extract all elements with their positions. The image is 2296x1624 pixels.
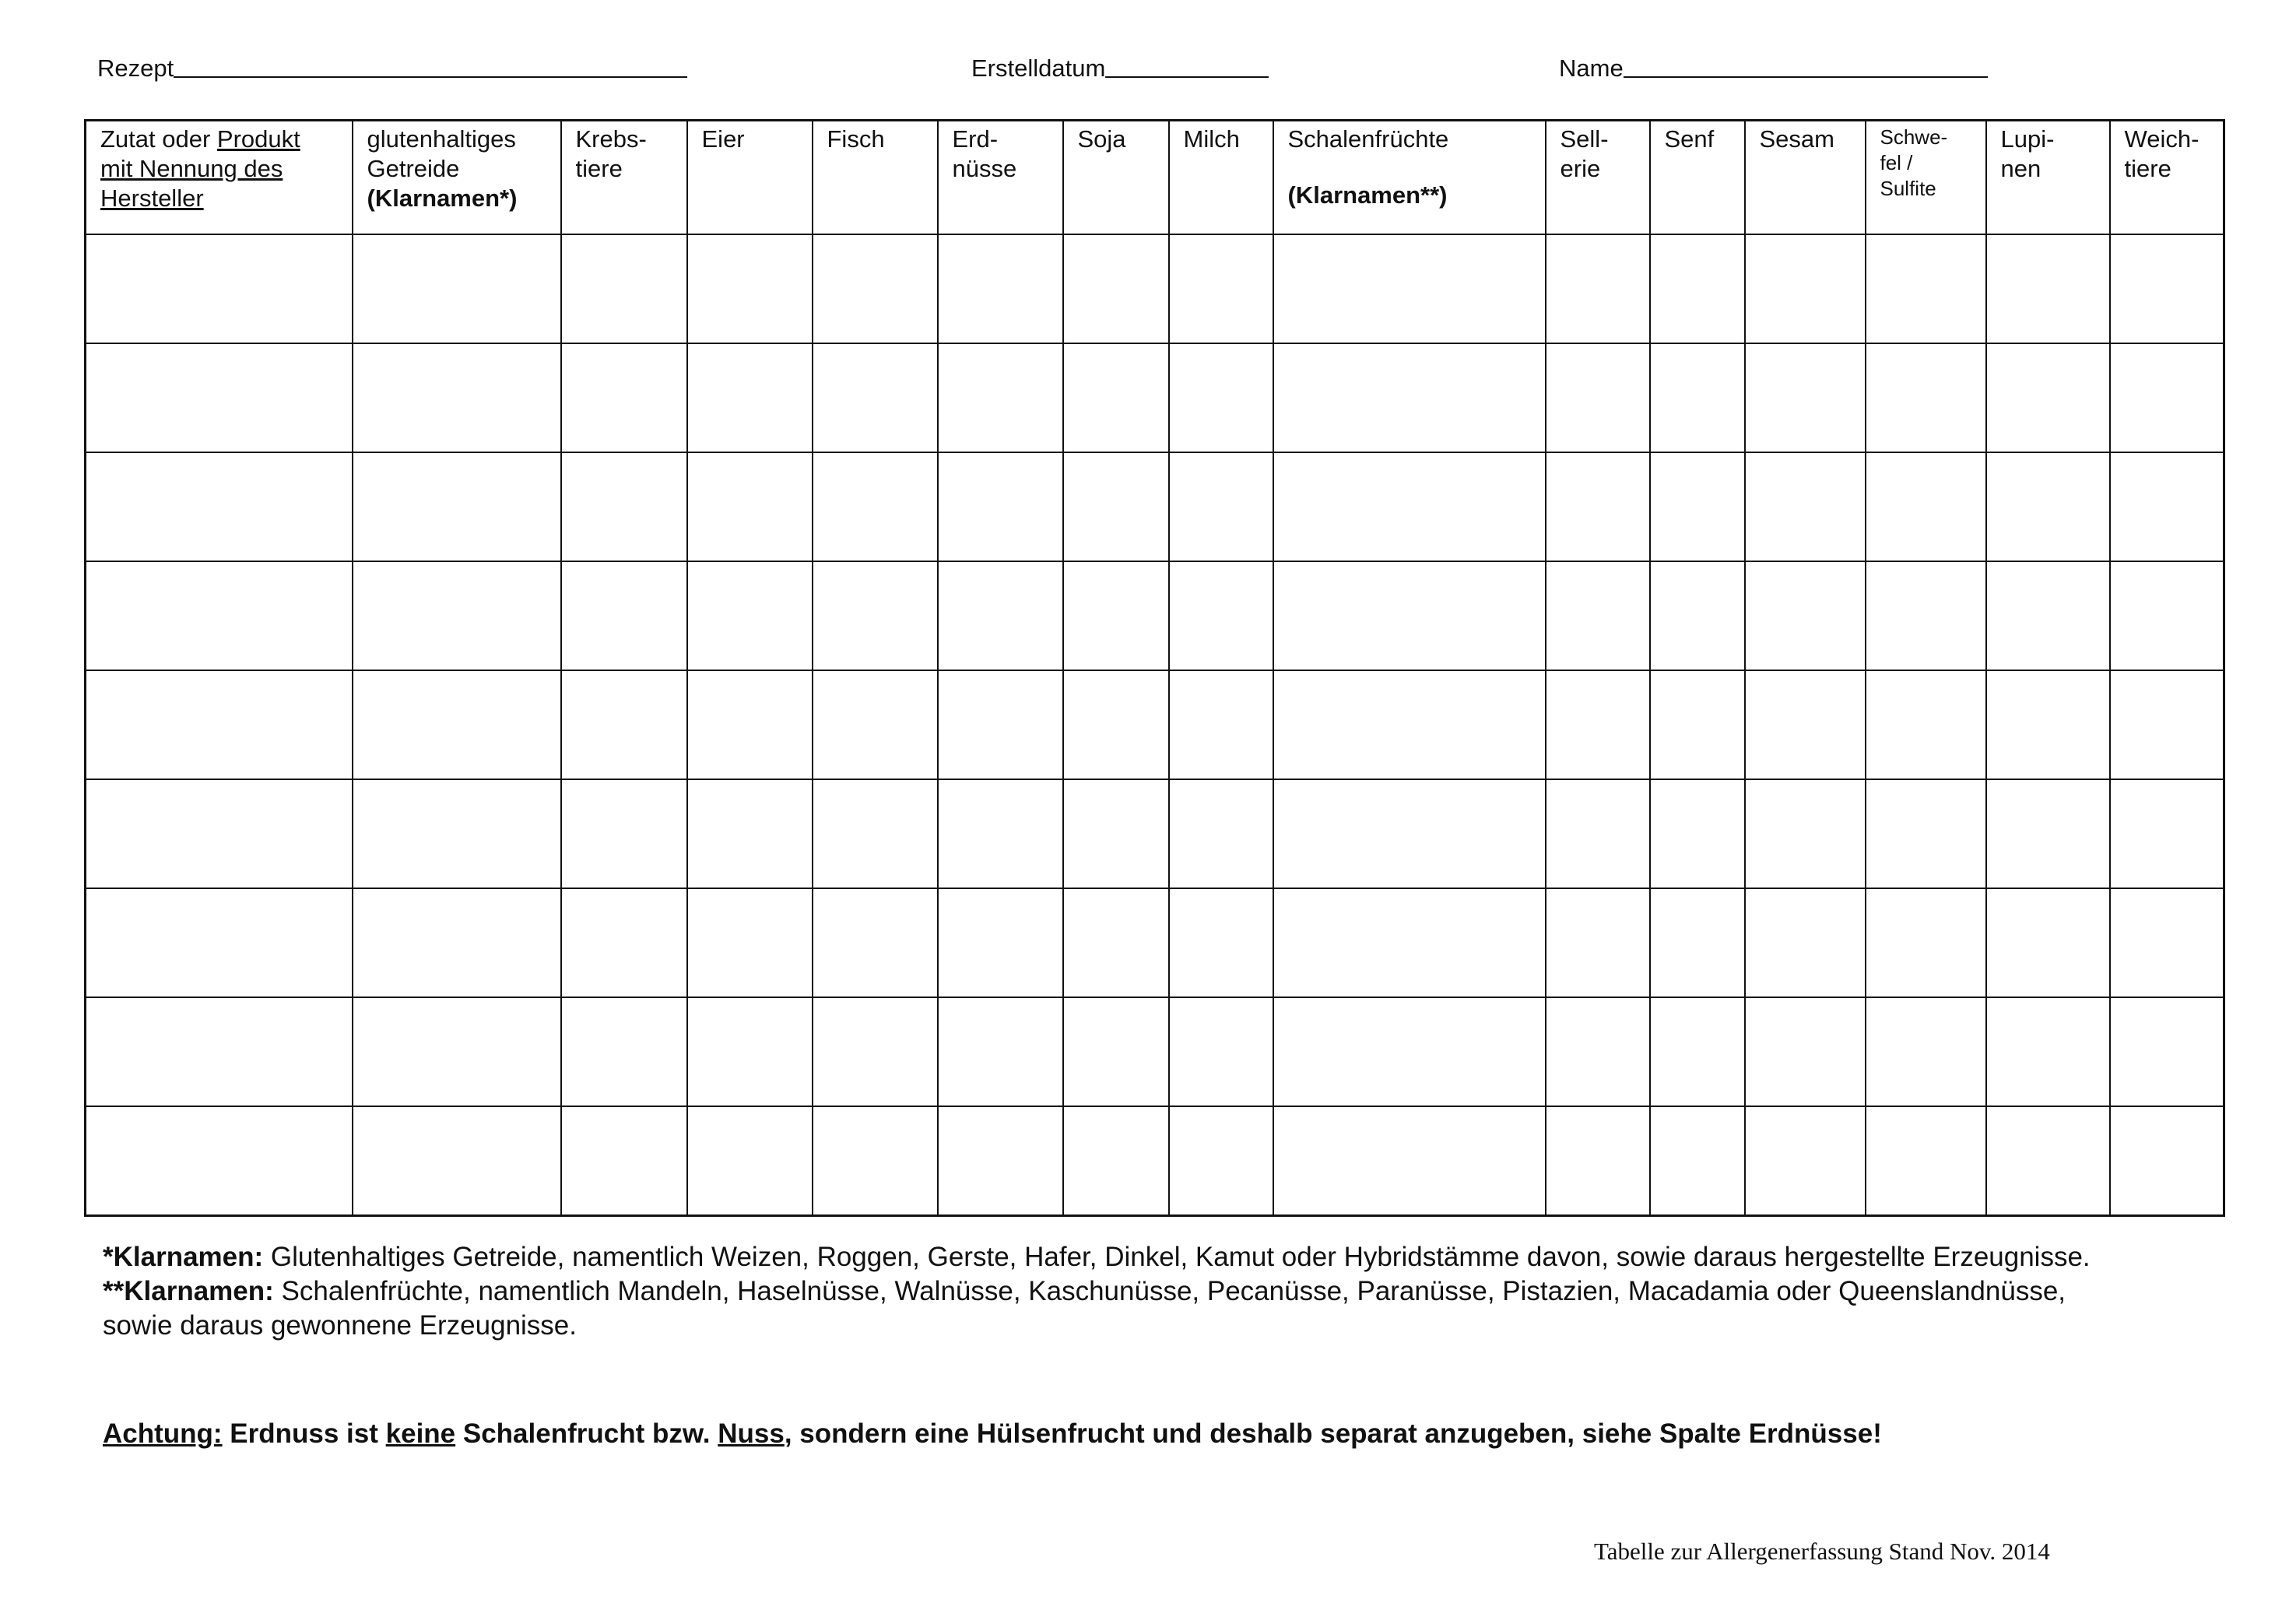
col-header-schalenfruechte-line1: Schalenfrüchte [1287,125,1449,153]
table-cell[interactable] [1273,452,1546,561]
col-header-lupinen-line1: Lupi- [2000,125,2055,153]
col-header-sellerie [1546,121,1650,235]
table-cell[interactable] [1169,997,1273,1106]
table-cell[interactable] [1650,779,1745,888]
col-header-fisch [813,121,938,235]
table-cell[interactable] [1650,234,1745,343]
table-cell[interactable] [86,779,353,888]
table-cell[interactable] [687,779,813,888]
footnotes [103,1240,2142,1343]
warning-label: Achtung: [103,1418,223,1449]
table-cell[interactable] [86,997,353,1106]
col-header-gluten [353,121,561,235]
table-cell[interactable] [1546,670,1650,779]
rezept-label: Rezept [97,54,174,82]
footnote-gluten-text: Glutenhaltiges Getreide, namentlich Weizen, Roggen, Gerste, Hafer, Dinkel, Kamut oder Hybridstämme davon, sowie daraus hergestellte Erzeugnisse. [263,1242,2091,1272]
col-header-krebstiere [561,121,687,235]
table-cell[interactable] [1745,997,1866,1106]
table-cell[interactable] [1745,234,1866,343]
table-cell[interactable] [1866,343,1986,452]
erstelldatum-label: Erstelldatum [971,54,1106,82]
col-header-zutat-produkt: Produkt [216,125,300,153]
footnote-gluten-label: *Klarnamen: [103,1242,264,1272]
table-cell[interactable] [353,888,561,997]
table-cell[interactable] [1546,452,1650,561]
table-cell[interactable] [1866,670,1986,779]
table-cell[interactable] [813,670,938,779]
table-cell[interactable] [2110,888,2224,997]
table-cell[interactable] [1273,670,1546,779]
table-cell[interactable] [1745,888,1866,997]
table-cell[interactable] [1273,888,1546,997]
warning-text-2: Schalenfrucht bzw. [455,1418,718,1449]
table-cell[interactable] [561,1106,687,1216]
table-cell[interactable] [1273,561,1546,670]
table-cell[interactable] [687,888,813,997]
table-cell[interactable] [938,343,1063,452]
col-header-weichtiere-line1: Weich- [2124,125,2199,153]
footer-caption: Tabelle zur Allergenerfassung Stand Nov. 2014 [1594,1538,2050,1565]
table-cell[interactable] [1650,670,1745,779]
table-cell[interactable] [561,670,687,779]
table-cell[interactable] [1986,670,2110,779]
table-cell[interactable] [353,779,561,888]
col-header-zutat [86,121,353,235]
table-cell[interactable] [561,561,687,670]
table-cell[interactable] [2110,997,2224,1106]
table-cell[interactable] [353,561,561,670]
table-cell[interactable] [2110,1106,2224,1216]
footnote-schalenfruechte-label: **Klarnamen: [103,1276,274,1306]
table-cell[interactable] [1273,779,1546,888]
table-cell[interactable] [938,561,1063,670]
table-cell[interactable] [1546,1106,1650,1216]
table-cell[interactable] [1866,561,1986,670]
col-header-erdnuesse-line1: Erd- [952,125,999,153]
table-row [86,452,2224,561]
table-row [86,343,2224,452]
rezept-field[interactable] [97,54,687,83]
table-cell[interactable] [1169,452,1273,561]
table-cell[interactable] [938,452,1063,561]
table-cell[interactable] [1546,779,1650,888]
table-cell[interactable] [813,234,938,343]
table-cell[interactable] [1650,452,1745,561]
table-cell[interactable] [1546,234,1650,343]
table-cell[interactable] [561,234,687,343]
table-cell[interactable] [1650,1106,1745,1216]
table-cell[interactable] [1866,1106,1986,1216]
table-cell[interactable] [1650,997,1745,1106]
table-cell[interactable] [1063,779,1169,888]
table-cell[interactable] [1866,234,1986,343]
erstelldatum-blank-line[interactable] [1105,75,1269,78]
col-header-sesam [1745,121,1866,235]
table-cell[interactable] [938,670,1063,779]
table-cell[interactable] [687,452,813,561]
table-cell[interactable] [813,1106,938,1216]
col-header-erdnuesse [938,121,1063,235]
table-cell[interactable] [1866,452,1986,561]
table-cell[interactable] [86,343,353,452]
table-cell[interactable] [2110,561,2224,670]
table-cell[interactable] [687,234,813,343]
erstelldatum-field[interactable] [971,54,1269,83]
footnote-schalenfruechte [103,1274,2142,1343]
table-cell[interactable] [687,343,813,452]
table-cell[interactable] [1063,997,1169,1106]
table-cell[interactable] [561,779,687,888]
table-cell[interactable] [938,888,1063,997]
col-header-weichtiere-line2: tiere [2124,155,2171,182]
col-header-sellerie-line1: Sell- [1560,125,1609,153]
table-cell[interactable] [1866,888,1986,997]
table-cell[interactable] [813,452,938,561]
col-header-soja-label: Soja [1077,125,1126,153]
table-cell[interactable] [1745,670,1866,779]
table-cell[interactable] [561,343,687,452]
col-header-krebstiere-line1: Krebs- [575,125,647,153]
table-cell[interactable] [1169,779,1273,888]
table-cell[interactable] [86,452,353,561]
col-header-milch-label: Milch [1183,125,1240,153]
col-header-sellerie-line2: erie [1560,155,1601,182]
table-cell[interactable] [813,343,938,452]
table-cell[interactable] [1169,234,1273,343]
table-cell[interactable] [1063,561,1169,670]
name-field[interactable] [1559,54,1988,83]
table-cell[interactable] [1546,343,1650,452]
col-header-milch [1169,121,1273,235]
table-cell[interactable] [1745,561,1866,670]
col-header-schwefel-line1: Schwe- [1880,125,1948,149]
table-cell[interactable] [1986,561,2110,670]
table-cell[interactable] [86,234,353,343]
table-cell[interactable] [1650,561,1745,670]
table-cell[interactable] [1866,997,1986,1106]
table-row [86,670,2224,779]
table-cell[interactable] [353,234,561,343]
table-cell[interactable] [2110,779,2224,888]
col-header-gluten-line1: glutenhaltiges [367,125,516,153]
table-cell[interactable] [687,670,813,779]
table-cell[interactable] [1169,561,1273,670]
col-header-schwefel-line3: Sulfite [1880,177,1936,200]
warning-note [103,1418,1882,1450]
table-cell[interactable] [1063,888,1169,997]
table-header-row [86,121,2224,235]
rezept-blank-line[interactable] [174,75,687,78]
col-header-schalenfruechte-klarnamen: (Klarnamen**) [1287,181,1448,209]
table-cell[interactable] [86,888,353,997]
table-cell[interactable] [1273,997,1546,1106]
name-label: Name [1559,54,1624,82]
col-header-eier [687,121,813,235]
table-row [86,1106,2224,1216]
table-cell[interactable] [813,561,938,670]
table-cell[interactable] [938,779,1063,888]
table-cell[interactable] [1986,888,2110,997]
table-cell[interactable] [1745,343,1866,452]
table-cell[interactable] [938,234,1063,343]
footnote-gluten [103,1240,2142,1274]
table-cell[interactable] [86,1106,353,1216]
table-cell[interactable] [1546,561,1650,670]
table-cell[interactable] [813,888,938,997]
allergen-table [84,119,2225,1217]
table-cell[interactable] [1866,779,1986,888]
footnote-schalenfruechte-text: Schalenfrüchte, namentlich Mandeln, Haselnüsse, Walnüsse, Kaschunüsse, Pecanüsse, Paranüsse, Pistazien, Macadamia oder Queenslandnüsse, sowie daraus gewonnene Erzeugnisse. [103,1276,2066,1341]
table-cell[interactable] [353,670,561,779]
table-cell[interactable] [86,670,353,779]
table-cell[interactable] [1745,1106,1866,1216]
col-header-sesam-label: Sesam [1759,125,1834,153]
table-cell[interactable] [1745,452,1866,561]
name-blank-line[interactable] [1624,75,1988,78]
table-cell[interactable] [1986,997,2110,1106]
table-cell[interactable] [1273,234,1546,343]
col-header-krebstiere-line2: tiere [575,155,623,182]
table-cell[interactable] [86,561,353,670]
col-header-erdnuesse-line2: nüsse [952,155,1017,182]
warning-nuss: Nuss [718,1418,785,1449]
table-cell[interactable] [938,997,1063,1106]
col-header-senf [1650,121,1745,235]
table-cell[interactable] [1650,343,1745,452]
table-cell[interactable] [2110,670,2224,779]
col-header-schalenfruechte [1273,121,1546,235]
table-cell[interactable] [938,1106,1063,1216]
table-cell[interactable] [1063,234,1169,343]
table-cell[interactable] [2110,234,2224,343]
table-cell[interactable] [353,452,561,561]
col-header-schwefel [1866,121,1986,235]
table-cell[interactable] [1986,779,2110,888]
table-row [86,561,2224,670]
table-cell[interactable] [1986,343,2110,452]
table-cell[interactable] [813,779,938,888]
table-cell[interactable] [1986,1106,2110,1216]
table-cell[interactable] [1650,888,1745,997]
table-cell[interactable] [1986,234,2110,343]
col-header-zutat-line3: Hersteller [100,185,204,212]
table-cell[interactable] [353,997,561,1106]
table-cell[interactable] [687,561,813,670]
table-row [86,234,2224,343]
col-header-senf-label: Senf [1664,125,1715,153]
table-cell[interactable] [687,1106,813,1216]
table-cell[interactable] [1169,1106,1273,1216]
col-header-fisch-label: Fisch [827,125,885,153]
warning-text-1: Erdnuss ist [222,1418,386,1449]
col-header-weichtiere [2110,121,2224,235]
table-cell[interactable] [1169,343,1273,452]
table-cell[interactable] [561,888,687,997]
table-row [86,888,2224,997]
table-cell[interactable] [353,1106,561,1216]
table-cell[interactable] [2110,343,2224,452]
table-cell[interactable] [561,452,687,561]
table-cell[interactable] [353,343,561,452]
col-header-gluten-line2: Getreide [367,155,460,182]
table-cell[interactable] [1169,888,1273,997]
warning-keine: keine [385,1418,456,1449]
table-cell[interactable] [687,997,813,1106]
col-header-zutat-line2: mit Nennung des [100,155,283,182]
col-header-eier-label: Eier [701,125,745,153]
warning-text-3: , sondern eine Hülsenfrucht und deshalb separat anzugeben, siehe Spalte Erdnüsse! [784,1418,1882,1449]
table-row [86,997,2224,1106]
col-header-zutat-line1: Zutat oder [100,125,217,153]
col-header-gluten-klarnamen: (Klarnamen*) [367,185,518,212]
col-header-lupinen-line2: nen [2000,155,2041,182]
table-body [86,234,2224,1216]
table-cell[interactable] [1546,888,1650,997]
table-cell[interactable] [1273,1106,1546,1216]
table-cell[interactable] [1063,452,1169,561]
table-cell[interactable] [1063,343,1169,452]
table-row [86,779,2224,888]
col-header-lupinen [1986,121,2110,235]
table-cell[interactable] [1745,779,1866,888]
table-cell[interactable] [813,997,938,1106]
table-cell[interactable] [1273,343,1546,452]
table-cell[interactable] [1169,670,1273,779]
table-cell[interactable] [2110,452,2224,561]
table-cell[interactable] [561,997,687,1106]
table-cell[interactable] [1063,1106,1169,1216]
table-cell[interactable] [1063,670,1169,779]
table-cell[interactable] [1546,997,1650,1106]
col-header-soja [1063,121,1169,235]
col-header-schwefel-line2: fel / [1880,151,1913,174]
table-cell[interactable] [1986,452,2110,561]
